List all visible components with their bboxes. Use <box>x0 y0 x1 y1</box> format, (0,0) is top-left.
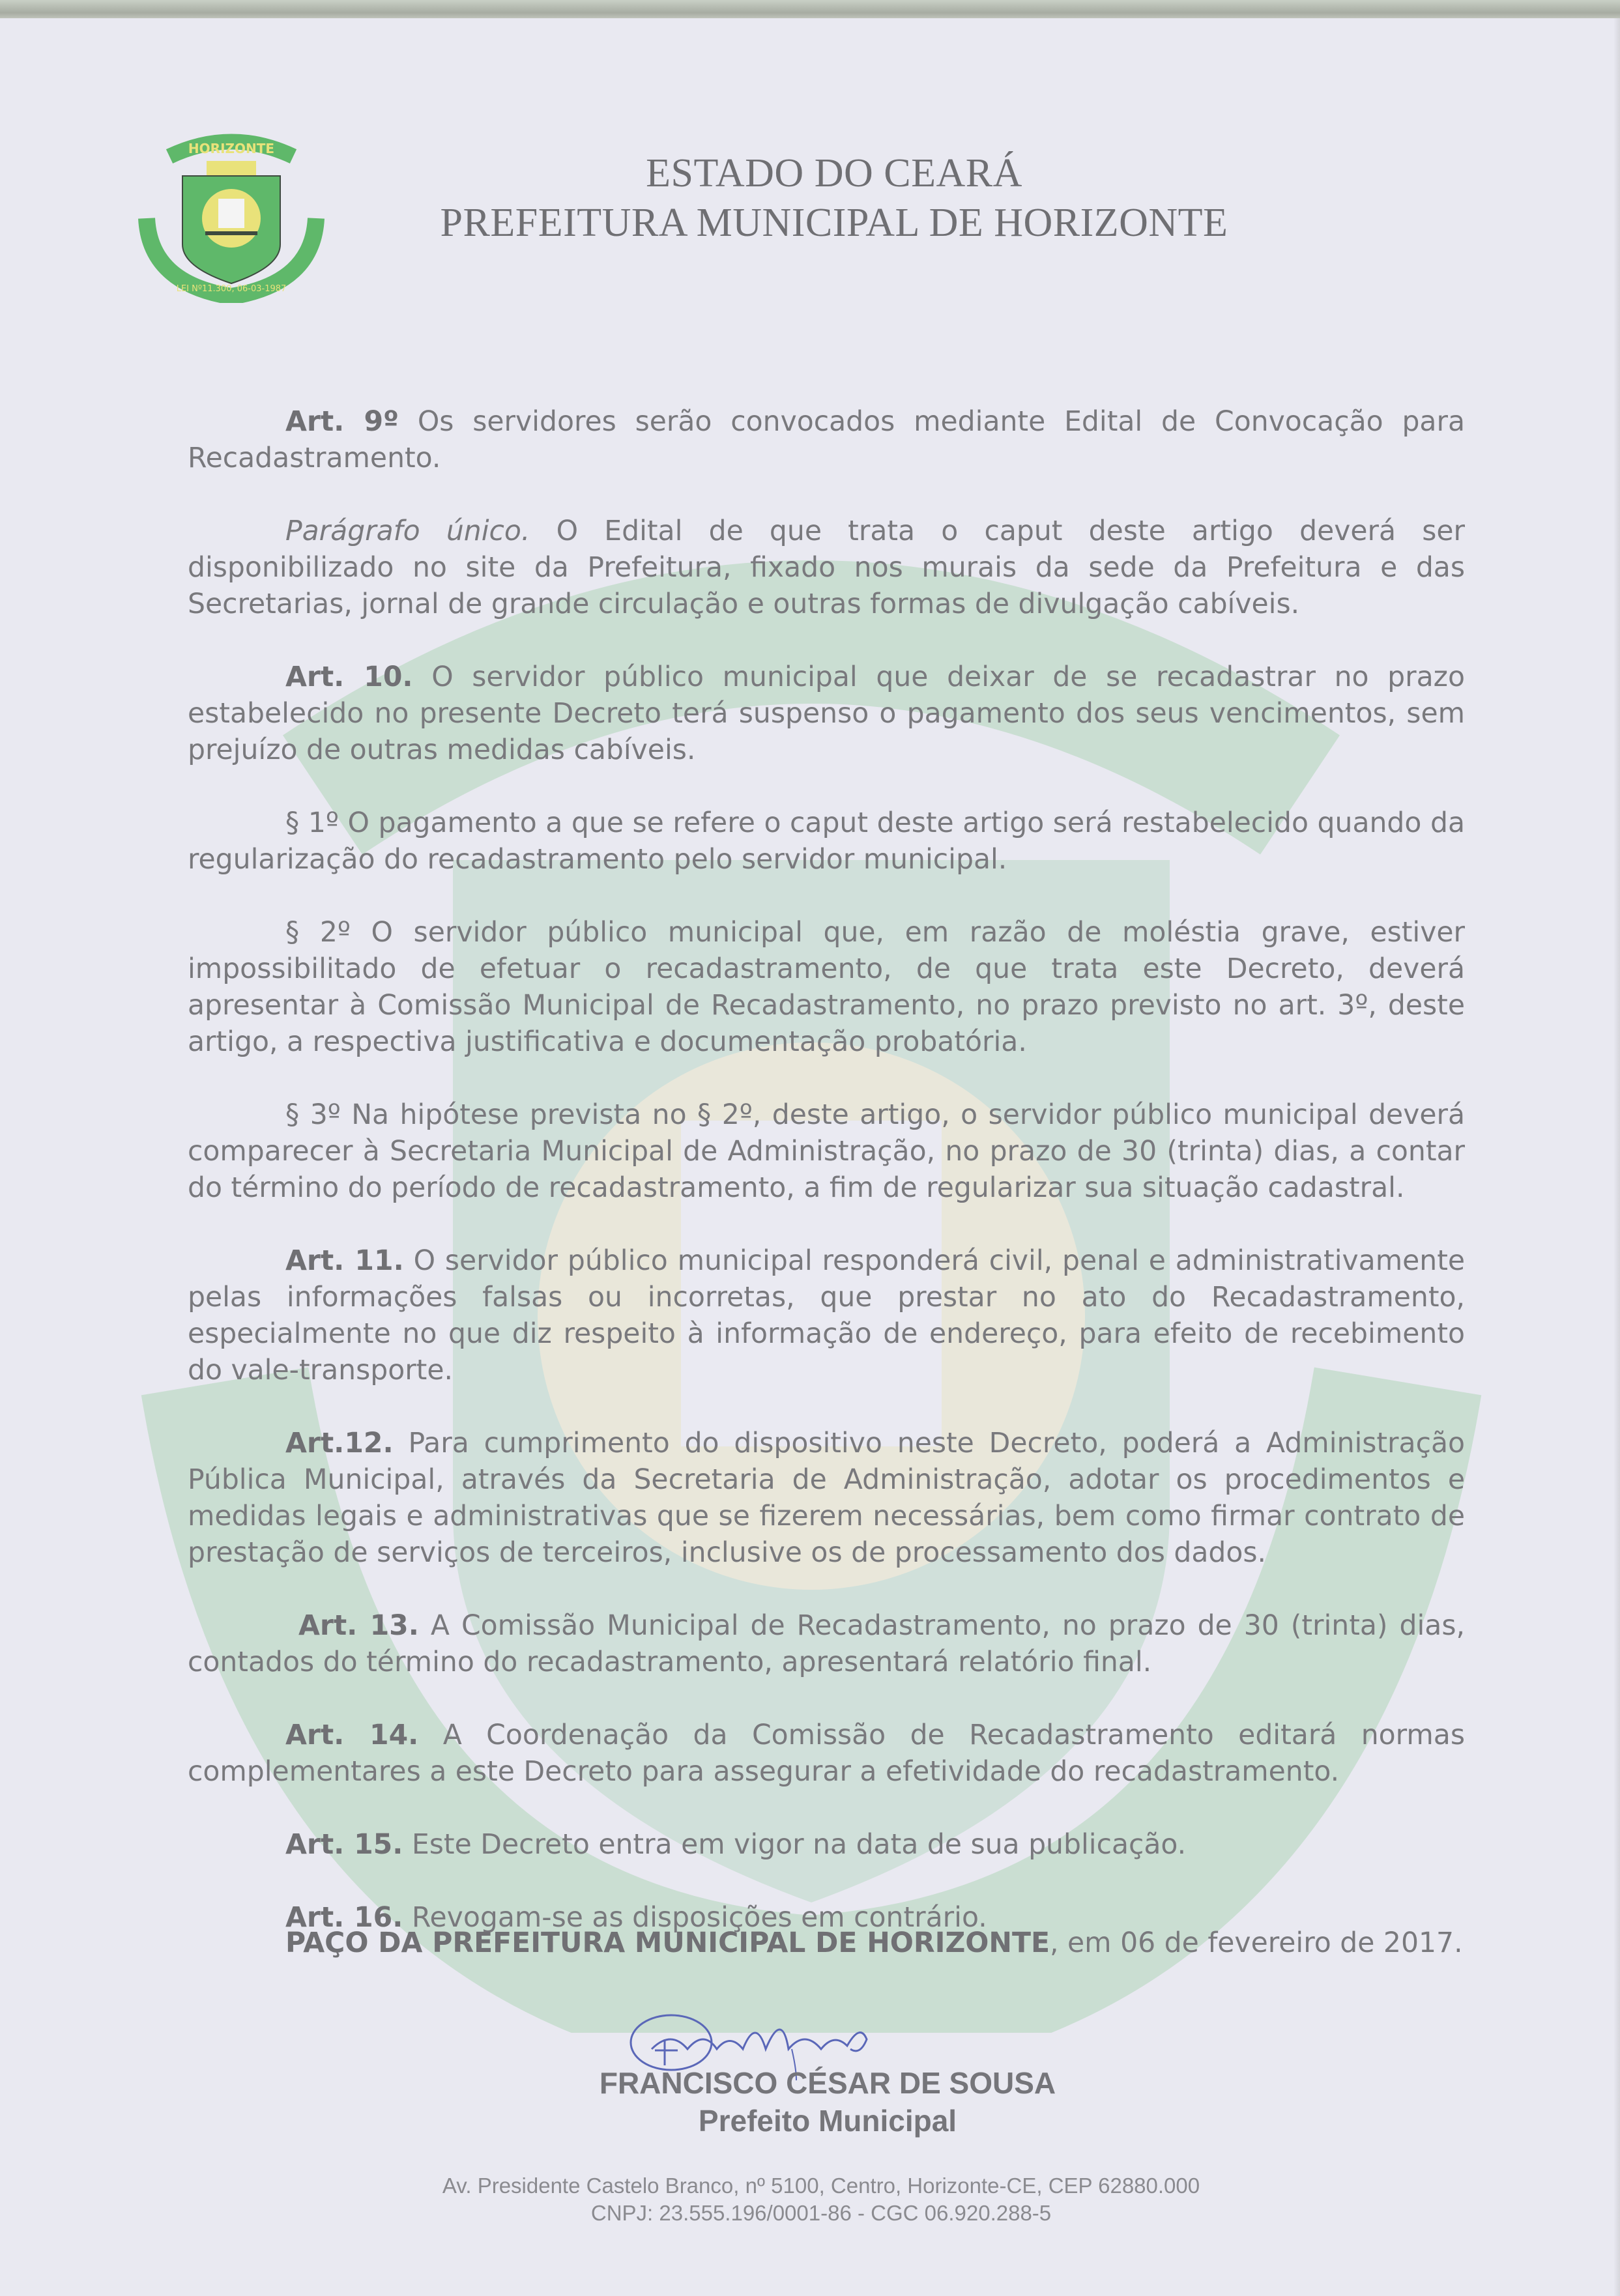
article-label: Art. 9º <box>285 406 399 438</box>
article-11 <box>188 1243 1465 1389</box>
article-10-paragraph-1 <box>188 805 1465 878</box>
closing-place: PAÇO DA PREFEITURA MUNICIPAL DE HORIZONTE <box>285 1927 1050 1959</box>
scan-edge-right <box>1613 18 1620 2296</box>
article-15 <box>188 1827 1465 1863</box>
article-14 <box>188 1717 1465 1790</box>
letterhead-footer <box>365 2172 1277 2227</box>
article-label: Art. 10. <box>285 661 413 693</box>
svg-text:HORIZONTE: HORIZONTE <box>188 141 275 156</box>
paragraph-label: § 1º <box>285 807 339 839</box>
article-label: Art. 13. <box>298 1610 419 1642</box>
municipality-title: PREFEITURA MUNICIPAL DE HORIZONTE <box>440 201 1228 245</box>
paragraph-text: O Edital de que trata o caput deste artigo deverá ser disponibilizado no site da Prefeitura, fixado nos murais da sede da Prefeitura e das Secretarias, jornal de grande circulação e outras formas de divulgação cabíveis. <box>188 515 1465 620</box>
article-label: Art.12. <box>285 1428 394 1459</box>
article-10 <box>188 659 1465 769</box>
article-text: Para cumprimento do dispositivo neste Decreto, poderá a Administração Pública Municipal, através da Secretaria de Administração, adotar os procedimentos e medidas legais e administrativas que se fizerem necessárias, bem como firmar contrato de prestação de serviços de terceiros, inclusive os de processamento dos dados. <box>188 1428 1465 1569</box>
article-label: Art. 11. <box>285 1245 404 1277</box>
article-9 <box>188 404 1465 477</box>
article-text: Os servidores serão convocados mediante Edital de Convocação para Recadastramento. <box>188 406 1465 474</box>
article-label: Art. 15. <box>285 1829 403 1861</box>
paragraph-text: O pagamento a que se refere o caput deste artigo será restabelecido quando da regularização do recadastramento pelo servidor municipal. <box>188 807 1466 876</box>
paragraph-label: Parágrafo único. <box>285 515 530 547</box>
article-text: Este Decreto entra em vigor na data de sua publicação. <box>403 1829 1187 1861</box>
address-line: Av. Presidente Castelo Branco, nº 5100, Centro, Horizonte-CE, CEP 62880.000 <box>442 2174 1200 2198</box>
article-text: O servidor público municipal responderá civil, penal e administrativamente pelas informações falsas ou incorretas, que prestar no ato do Recadastramento, especialmente no que diz respeito à informação de endereço, para efeito de recebimento do vale-transporte. <box>188 1245 1466 1386</box>
crest-logo-icon <box>134 121 329 303</box>
document-header <box>365 149 1303 248</box>
state-title: ESTADO DO CEARÁ <box>646 151 1022 195</box>
paragraph-text: Na hipótese prevista no § 2º, deste artigo, o servidor público municipal deverá comparecer à Secretaria Municipal de Administração, no prazo de 30 (trinta) dias, a contar do término do período de recadastramento, a fim de regularizar sua situação cadastral. <box>188 1099 1466 1204</box>
article-13 <box>188 1608 1465 1681</box>
article-9-sole-paragraph <box>188 513 1465 623</box>
paragraph-label: § 3º <box>285 1099 341 1131</box>
article-text: A Comissão Municipal de Recadastramento, no prazo de 30 (trinta) dias, contados do término do recadastramento, apresentará relatório final. <box>188 1610 1465 1678</box>
paragraph-label: § 2º <box>285 917 351 949</box>
article-label: Art. 14. <box>285 1719 419 1751</box>
paragraph-text: O servidor público municipal que, em razão de moléstia grave, estiver impossibilitado de efetuar o recadastramento, de que trata este Decreto, deverá apresentar à Comissão Municipal de Recadastramento, no prazo previsto no art. 3º, deste artigo, a respectiva justificativa e documentação probatória. <box>188 917 1465 1058</box>
svg-text:LEI Nº11.300, 06-03-1987: LEI Nº11.300, 06-03-1987 <box>176 284 287 294</box>
signatory-name: FRANCISCO CÉSAR DE SOUSA <box>599 2066 1056 2100</box>
article-label: Art. 16. <box>285 1902 403 1934</box>
article-10-paragraph-2 <box>188 915 1465 1061</box>
registry-line: CNPJ: 23.555.196/0001-86 - CGC 06.920.288-5 <box>590 2201 1052 2225</box>
closing-date: , em 06 de fevereiro de 2017. <box>1050 1927 1463 1959</box>
signatory-block <box>573 2064 1082 2140</box>
article-10-paragraph-3 <box>188 1097 1465 1207</box>
signatory-role: Prefeito Municipal <box>698 2104 957 2138</box>
scan-edge-top <box>0 0 1620 18</box>
closing-line <box>285 1927 1463 1959</box>
article-text: O servidor público municipal que deixar de se recadastrar no prazo estabelecido no presente Decreto terá suspenso o pagamento dos seus vencimentos, sem prejuízo de outras medidas cabíveis. <box>188 661 1465 766</box>
article-12 <box>188 1426 1465 1571</box>
article-text: A Coordenação da Comissão de Recadastramento editará normas complementares a este Decreto para assegurar a efetividade do recadastramento. <box>188 1719 1465 1788</box>
decree-body <box>188 404 1465 1973</box>
article-text: Revogam-se as disposições em contrário. <box>403 1902 987 1934</box>
